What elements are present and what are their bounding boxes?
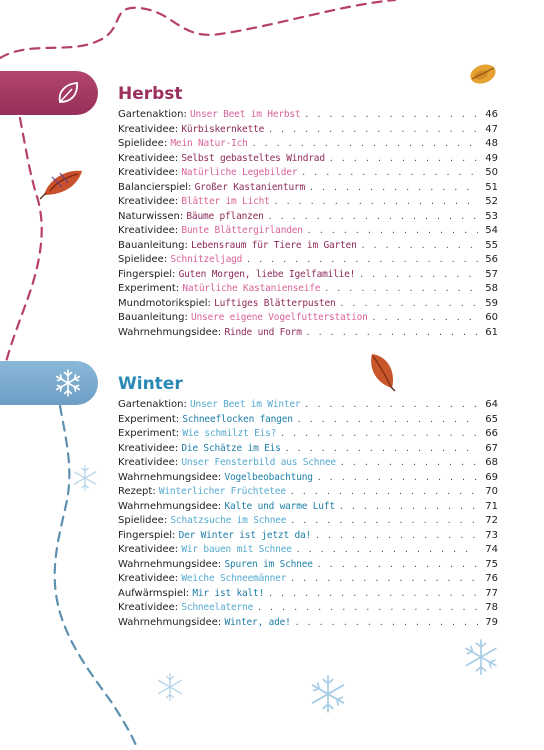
toc-entry-page-number: 47 (485, 123, 498, 135)
toc-leader-dots (257, 601, 478, 616)
toc-entry-title: Schneeflocken fangen (182, 413, 293, 425)
toc-entry-title: Wie schmilzt Eis? (182, 428, 277, 439)
toc-leader-dots (290, 514, 478, 529)
toc-entry-category: Kreatividee: (118, 225, 179, 236)
toc-entry (118, 456, 498, 471)
toc-entry-page-number: 73 (485, 529, 498, 541)
toc-entry-title: Vogelbeobachtung (224, 471, 313, 483)
herbst-toc-list (118, 108, 498, 340)
toc-entry (118, 500, 498, 515)
section-title-winter: Winter (118, 374, 183, 394)
toc-entry (118, 529, 498, 544)
toc-entry-category: Fingerspiel: (118, 529, 176, 541)
toc-entry-category: Fingerspiel: (118, 268, 176, 280)
toc-entry-page-number: 74 (485, 544, 498, 555)
toc-entry-page-number: 56 (485, 254, 498, 265)
toc-entry-page-number: 67 (485, 442, 498, 454)
toc-leader-dots (361, 239, 478, 254)
toc-entry-title: Mein Natur-Ich (170, 138, 248, 149)
toc-entry (118, 616, 498, 631)
toc-entry-page-number: 46 (485, 109, 498, 120)
toc-entry-category: Gartenaktion: (118, 399, 187, 410)
toc-entry (118, 253, 498, 268)
toc-entry-page-number: 57 (485, 268, 498, 280)
toc-entry (118, 311, 498, 326)
toc-entry (118, 282, 498, 297)
toc-entry-title: Spuren im Schnee (224, 558, 313, 570)
toc-entry-page-number: 52 (485, 196, 498, 207)
section-title-herbst: Herbst (118, 84, 183, 104)
toc-entry (118, 601, 498, 616)
toc-entry-page-number: 51 (485, 181, 498, 193)
toc-entry-title: Schneelaterne (181, 602, 254, 613)
toc-entry-title: Winter, ade! (224, 616, 291, 628)
toc-entry-category: Wahrnehmungsidee: (118, 558, 222, 570)
toc-entry-title: Kalte und warme Luft (224, 500, 335, 512)
toc-entry-title: Weiche Schneemänner (181, 573, 287, 584)
toc-entry-page-number: 55 (485, 239, 498, 251)
toc-entry-title: Wir bauen mit Schnee (181, 544, 292, 555)
toc-leader-dots (268, 210, 478, 225)
toc-leader-dots (285, 442, 478, 457)
toc-leader-dots (296, 543, 478, 558)
toc-leader-dots (309, 181, 478, 196)
toc-entry-page-number: 65 (485, 413, 498, 425)
toc-leader-dots (252, 137, 478, 152)
toc-entry-page-number: 68 (485, 457, 498, 468)
toc-entry-page-number: 66 (485, 428, 498, 439)
toc-leader-dots (290, 572, 478, 587)
toc-entry-title: Bäume pflanzen (186, 210, 264, 222)
red-leaf-icon (38, 165, 86, 201)
toc-entry-title: Unsere eigene Vogelfutterstation (191, 312, 368, 323)
toc-entry-category: Kreatividee: (118, 602, 179, 613)
snowflake-decoration-icon (70, 463, 100, 493)
toc-leader-dots (340, 456, 478, 471)
snowflake-decoration-icon (154, 671, 186, 703)
toc-leader-dots (315, 529, 478, 544)
toc-leader-dots (306, 326, 478, 341)
toc-entry-title: Natürliche Legebilder (181, 167, 298, 178)
toc-entry-category: Experiment: (118, 413, 180, 425)
toc-entry-title: Der Winter ist jetzt da! (178, 529, 312, 541)
toc-entry (118, 413, 498, 428)
toc-entry-category: Balancierspiel: (118, 181, 192, 193)
toc-entry-title: Natürliche Kastanienseife (182, 283, 321, 294)
toc-leader-dots (339, 500, 478, 515)
toc-entry (118, 587, 498, 602)
toc-leader-dots (304, 398, 478, 413)
toc-entry-page-number: 49 (485, 152, 498, 164)
toc-entry-page-number: 60 (485, 312, 498, 323)
toc-leader-dots (329, 152, 478, 167)
toc-leader-dots (301, 166, 478, 181)
toc-entry-title: Schatzsuche im Schnee (170, 515, 287, 526)
toc-entry-page-number: 75 (485, 558, 498, 570)
toc-entry (118, 572, 498, 587)
herbst-tab (0, 71, 98, 115)
toc-leader-dots (340, 297, 479, 312)
toc-entry (118, 137, 498, 152)
winter-tab (0, 361, 98, 405)
toc-entry-page-number: 50 (485, 167, 498, 178)
toc-entry-category: Mundmotorikspiel: (118, 297, 211, 309)
toc-entry-category: Kreatividee: (118, 152, 179, 164)
toc-entry (118, 152, 498, 167)
toc-entry (118, 485, 498, 500)
toc-entry-page-number: 72 (485, 515, 498, 526)
toc-entry-page-number: 59 (485, 297, 498, 309)
toc-leader-dots (246, 253, 478, 268)
toc-leader-dots (290, 485, 478, 500)
winter-toc-list (118, 398, 498, 630)
toc-leader-dots (274, 195, 478, 210)
toc-entry-title: Unser Beet im Herbst (190, 109, 301, 120)
toc-leader-dots (280, 427, 478, 442)
toc-entry-title: Guten Morgen, liebe Igelfamilie! (178, 268, 356, 280)
toc-entry-category: Experiment: (118, 283, 180, 294)
toc-entry-category: Wahrnehmungsidee: (118, 616, 222, 628)
toc-leader-dots (317, 471, 478, 486)
toc-entry (118, 543, 498, 558)
toc-entry (118, 398, 498, 413)
toc-entry-category: Kreatividee: (118, 573, 179, 584)
toc-entry-title: Blätter im Licht (181, 196, 270, 207)
snowflake-icon (52, 367, 84, 399)
toc-leader-dots (372, 311, 478, 326)
leaf-icon (52, 77, 84, 109)
toc-entry-category: Kreatividee: (118, 196, 179, 207)
snowflake-decoration-icon (460, 636, 502, 678)
toc-entry (118, 239, 498, 254)
toc-entry-page-number: 69 (485, 471, 498, 483)
toc-entry (118, 195, 498, 210)
toc-entry-page-number: 61 (485, 326, 498, 338)
toc-entry (118, 442, 498, 457)
toc-entry-page-number: 70 (485, 486, 498, 497)
toc-entry-category: Spielidee: (118, 254, 168, 265)
toc-entry-category: Spielidee: (118, 138, 168, 149)
toc-entry-title: Großer Kastanienturm (194, 181, 305, 193)
toc-entry-category: Wahrnehmungsidee: (118, 471, 222, 483)
toc-entry-title: Winterlicher Früchtetee (158, 486, 286, 497)
toc-entry-title: Die Schätze im Eis (181, 442, 281, 454)
toc-entry-title: Schnitzeljagd (170, 254, 243, 265)
toc-entry-page-number: 76 (485, 573, 498, 584)
snowflake-decoration-icon (306, 672, 350, 716)
toc-entry-category: Wahrnehmungsidee: (118, 326, 222, 338)
toc-entry-page-number: 78 (485, 602, 498, 613)
toc-entry-category: Kreatividee: (118, 442, 179, 454)
toc-entry-category: Naturwissen: (118, 210, 184, 222)
toc-entry-category: Kreatividee: (118, 123, 179, 135)
toc-leader-dots (304, 108, 478, 123)
toc-entry (118, 514, 498, 529)
toc-leader-dots (297, 413, 478, 428)
toc-leader-dots (359, 268, 478, 283)
toc-entry (118, 558, 498, 573)
toc-entry (118, 326, 498, 341)
toc-entry-category: Experiment: (118, 428, 180, 439)
toc-entry-page-number: 79 (485, 616, 498, 628)
toc-entry-title: Unser Fensterbild aus Schnee (181, 457, 336, 468)
toc-entry-title: Luftiges Blätterpusten (214, 297, 336, 309)
toc-leader-dots (324, 282, 478, 297)
toc-entry-title: Rinde und Form (224, 326, 302, 338)
toc-leader-dots (317, 558, 478, 573)
toc-entry (118, 166, 498, 181)
toc-leader-dots (268, 587, 478, 602)
toc-entry-page-number: 48 (485, 138, 498, 149)
brown-leaf-icon (364, 350, 400, 392)
toc-entry-page-number: 58 (485, 283, 498, 294)
toc-entry-title: Lebensraum für Tiere im Garten (191, 239, 357, 251)
toc-entry (118, 297, 498, 312)
toc-entry-category: Wahrnehmungsidee: (118, 500, 222, 512)
toc-entry-category: Spielidee: (118, 515, 168, 526)
toc-entry (118, 268, 498, 283)
toc-entry (118, 471, 498, 486)
toc-entry-page-number: 77 (485, 587, 498, 599)
toc-entry-category: Aufwärmspiel: (118, 587, 190, 599)
toc-entry-title: Unser Beet im Winter (190, 399, 301, 410)
toc-leader-dots (295, 616, 478, 631)
toc-entry (118, 224, 498, 239)
toc-entry (118, 181, 498, 196)
toc-leader-dots (268, 123, 478, 138)
toc-entry (118, 108, 498, 123)
toc-entry-title: Selbst gebasteltes Windrad (181, 152, 325, 164)
toc-entry-title: Kürbiskernkette (181, 123, 265, 135)
toc-entry-page-number: 64 (485, 399, 498, 410)
toc-entry-page-number: 71 (485, 500, 498, 512)
toc-leader-dots (307, 224, 478, 239)
toc-entry-title: Bunte Blättergirlanden (181, 225, 303, 236)
toc-entry-category: Bauanleitung: (118, 312, 188, 323)
toc-entry-page-number: 54 (485, 225, 498, 236)
toc-entry-category: Bauanleitung: (118, 239, 188, 251)
toc-entry (118, 210, 498, 225)
toc-entry-category: Gartenaktion: (118, 109, 187, 120)
toc-entry-category: Kreatividee: (118, 167, 179, 178)
toc-entry-category: Rezept: (118, 486, 156, 497)
yellow-leaf-icon (466, 60, 500, 88)
toc-entry-title: Mir ist kalt! (192, 587, 265, 599)
toc-entry (118, 123, 498, 138)
toc-entry-category: Kreatividee: (118, 544, 179, 555)
toc-entry (118, 427, 498, 442)
toc-entry-category: Kreatividee: (118, 457, 179, 468)
toc-entry-page-number: 53 (485, 210, 498, 222)
